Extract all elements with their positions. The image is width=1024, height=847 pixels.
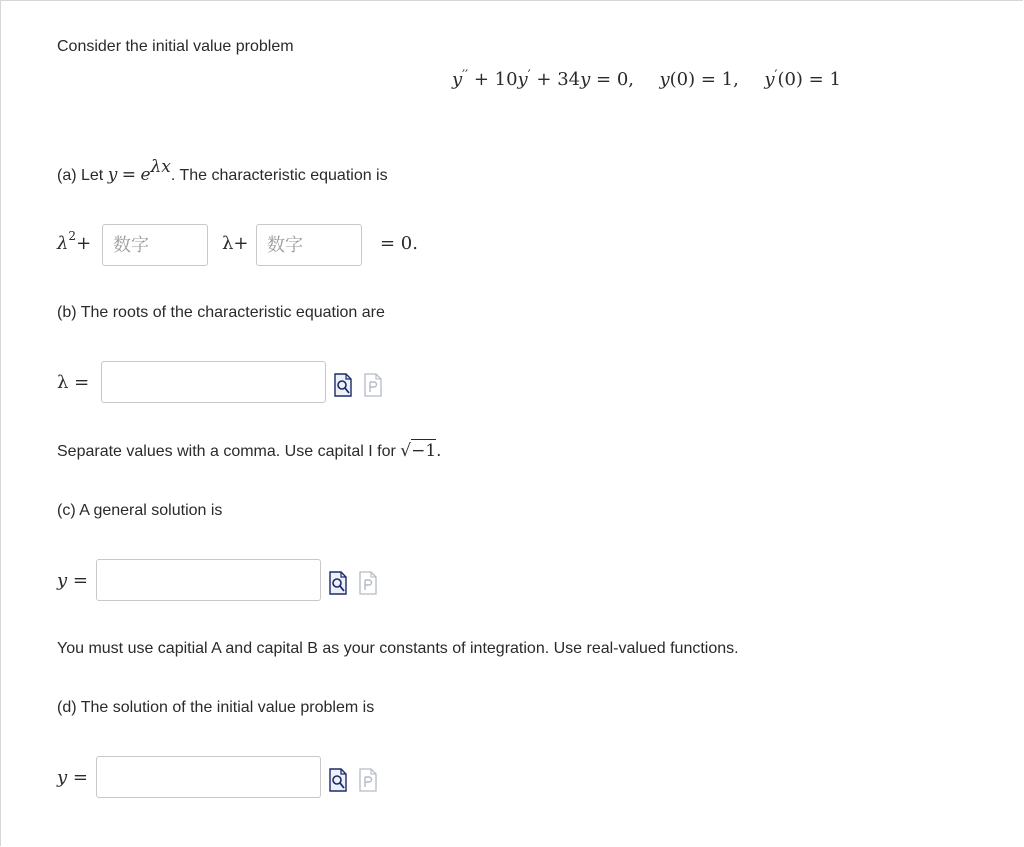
part-c-hint: You must use capitial A and capital B as your constants of integration. Use real-valued functions.	[57, 640, 739, 657]
help-icon[interactable]	[358, 768, 378, 792]
main-equation: y′′ + 10y′ + 34y = 0, y(0) = 1, y′(0) = 1	[452, 68, 841, 90]
part-b-prompt: (b) The roots of the characteristic equation are	[57, 304, 385, 321]
part-c-prompt: (c) A general solution is	[57, 502, 223, 519]
part-a-prompt: (a) Let y = eλx. The characteristic equation is	[57, 157, 388, 185]
coefficient-lambda-input[interactable]	[102, 224, 208, 266]
help-icon[interactable]	[358, 571, 378, 595]
intro-text: Consider the initial value problem	[57, 38, 294, 55]
equals-zero-label: = 0.	[380, 233, 418, 254]
roots-input[interactable]	[101, 361, 326, 403]
part-d-prompt: (d) The solution of the initial value problem is	[57, 699, 375, 716]
general-solution-label: y =	[57, 570, 88, 591]
lambda-equals-label: λ =	[57, 372, 90, 393]
preview-icon[interactable]	[328, 768, 348, 792]
general-solution-input[interactable]	[96, 559, 321, 601]
preview-icon[interactable]	[328, 571, 348, 595]
constant-term-input[interactable]	[256, 224, 362, 266]
ivp-solution-input[interactable]	[96, 756, 321, 798]
ivp-solution-label: y =	[57, 767, 88, 788]
lambda-squared-term: $\lambda^2+$	[57, 229, 92, 254]
preview-icon[interactable]	[333, 373, 353, 397]
lambda-plus-label: λ+	[222, 233, 249, 254]
part-b-hint: Separate values with a comma. Use capital I for √−1.	[57, 441, 442, 461]
help-icon[interactable]	[363, 373, 383, 397]
